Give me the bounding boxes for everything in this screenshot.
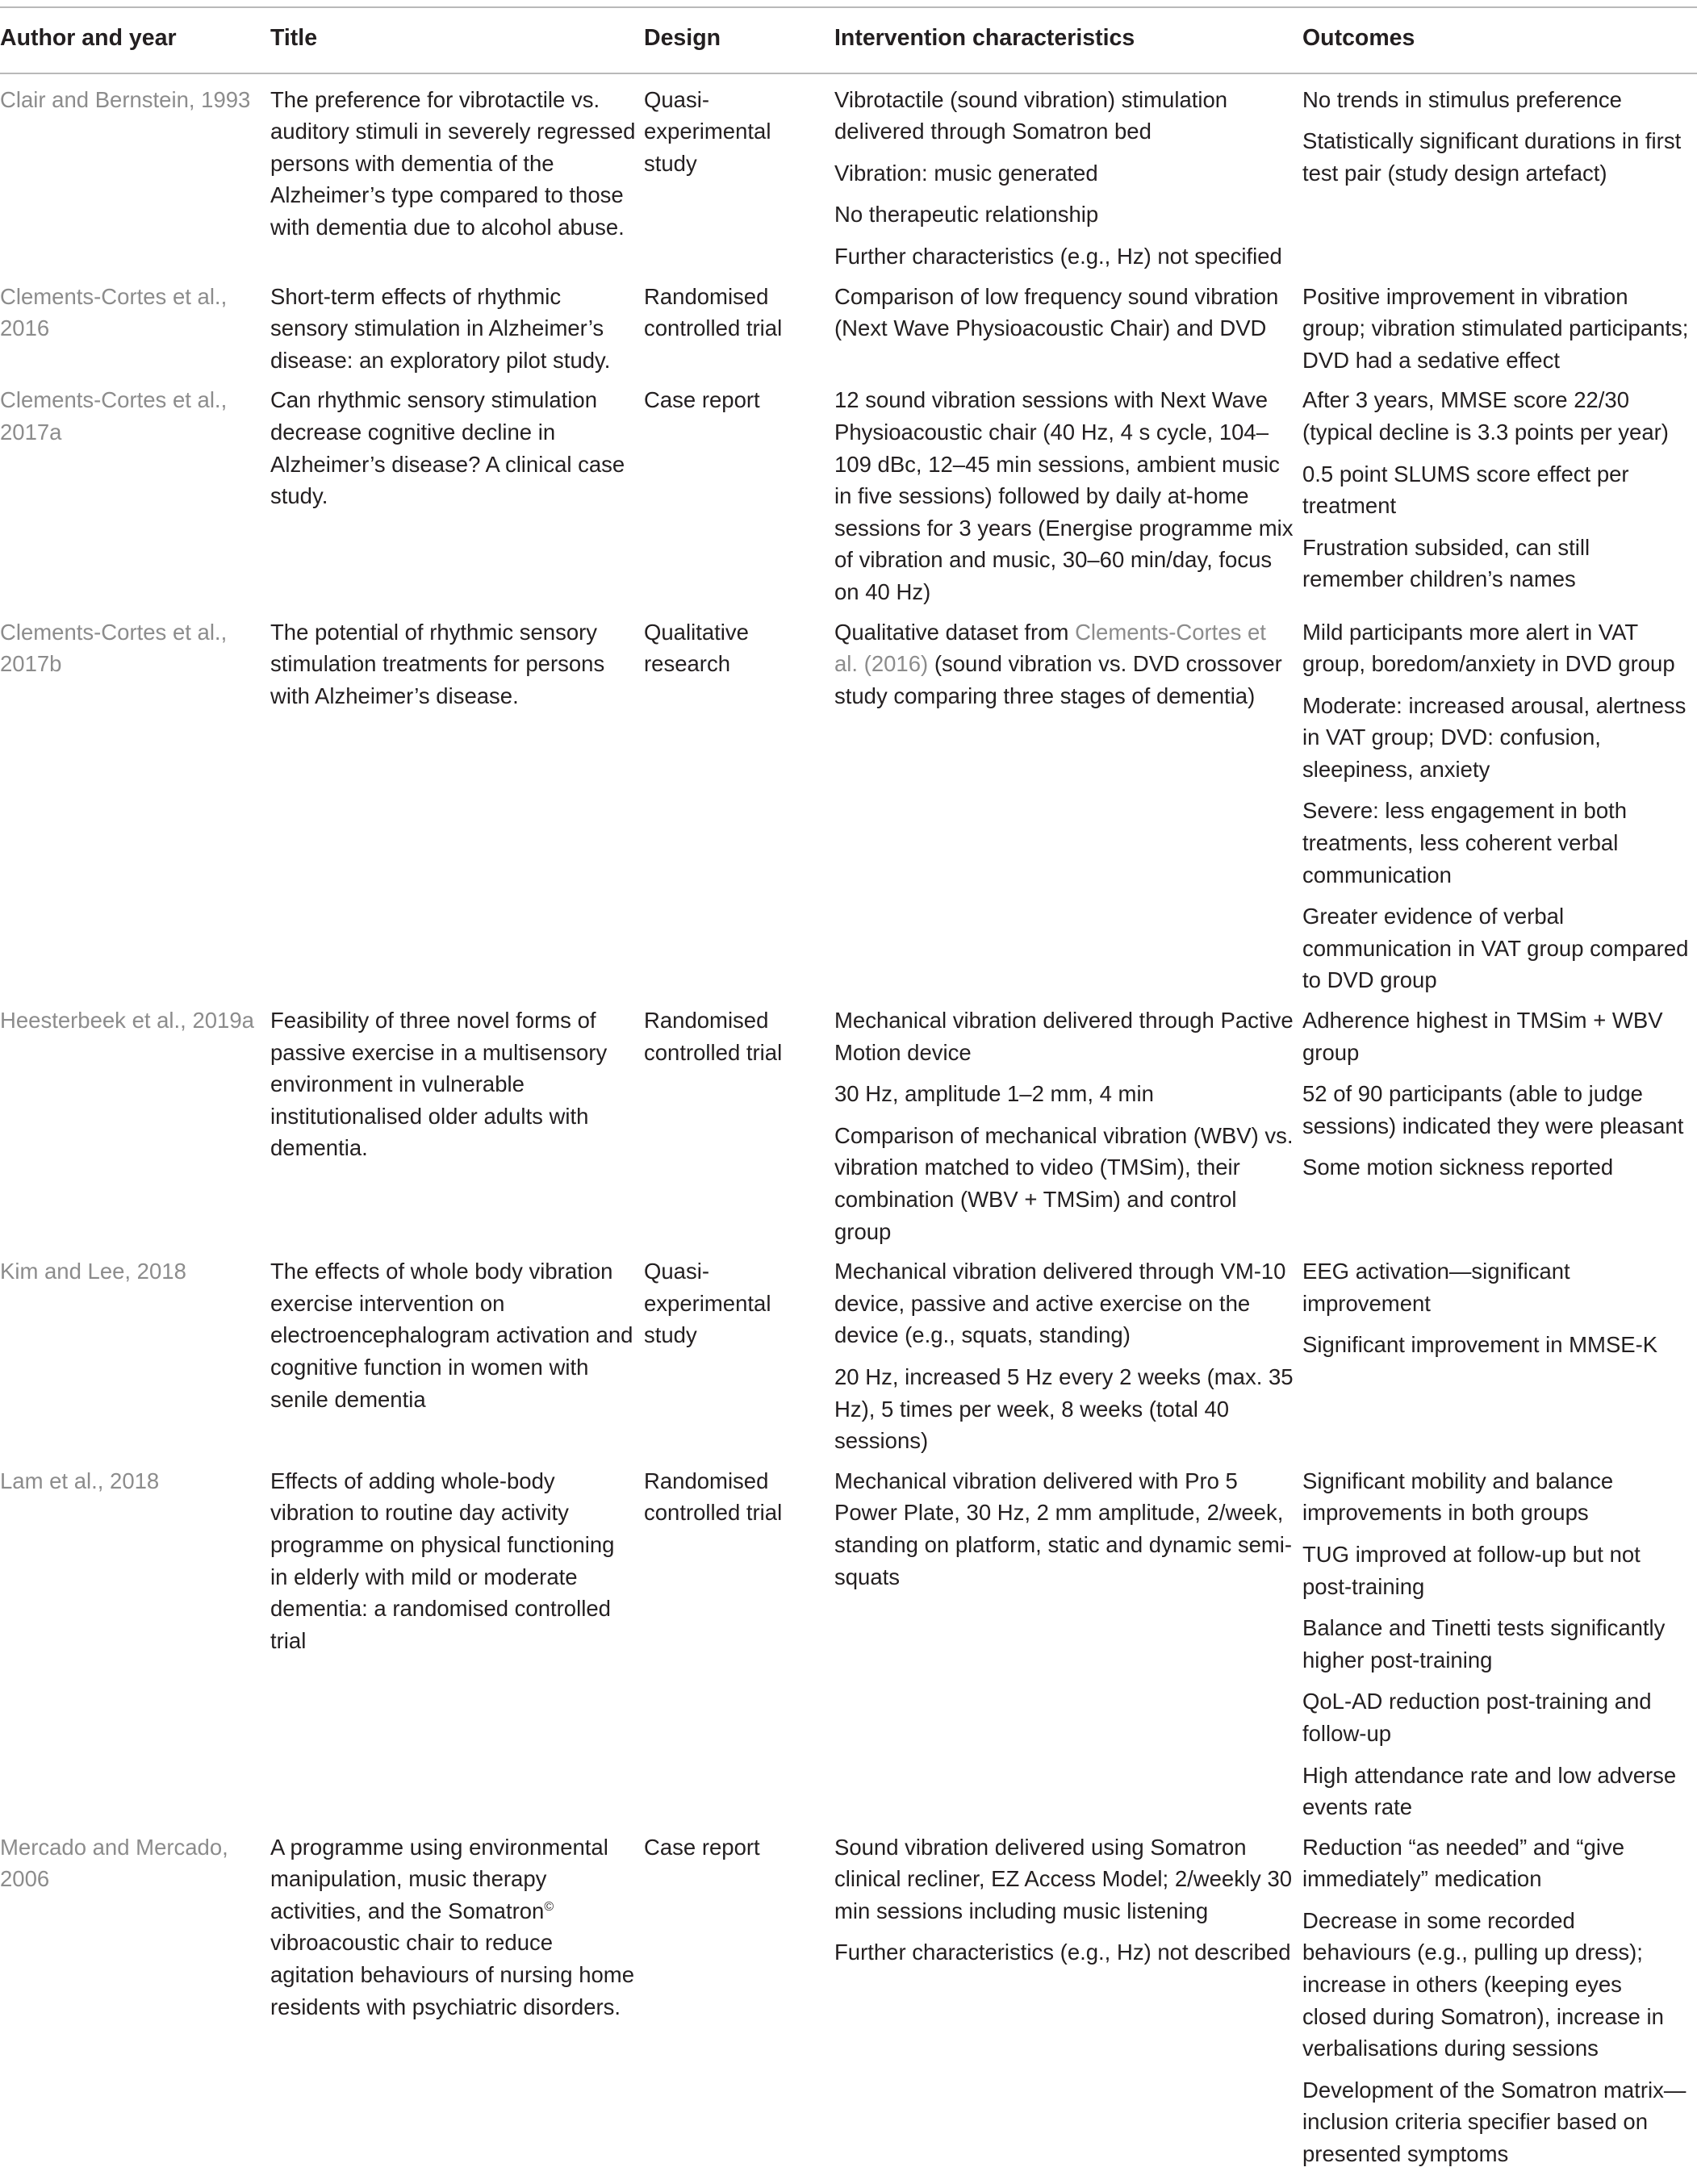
outcome-item: 52 of 90 participants (able to judge sessions) indicated they were pleasant [1302, 1081, 1684, 1138]
outcome-item: QoL-AD reduction post-training and follow-up [1302, 1689, 1652, 1746]
outcome-item: TUG improved at follow-up but not post-training [1302, 1541, 1641, 1599]
intervention-item: Sound vibration delivered using Somatron clinical recliner, EZ Access Model; 2/weekly 30 min sessions including music listening [834, 1834, 1293, 1923]
intervention-item: No therapeutic relationship [834, 202, 1099, 228]
outcomes-cell [1302, 278, 1697, 382]
intervention-cell [834, 381, 1302, 612]
design-cell: Randomised controlled trial [644, 1468, 783, 1526]
outcome-item: Greater evidence of verbal communication in VAT group compared to DVD group [1302, 904, 1689, 993]
design-cell: Randomised controlled trial [644, 283, 783, 341]
author-link[interactable]: Clair and Bernstein, 1993 [0, 86, 251, 112]
outcomes-cell [1302, 381, 1697, 612]
outcome-item: Reduction “as needed” and “give immediately” medication [1302, 1834, 1625, 1892]
intervention-cell [834, 73, 1302, 278]
outcome-item: Frustration subsided, can still remember children’s names [1302, 534, 1590, 592]
table-row [0, 1462, 1697, 1828]
outcome-item: Development of the Somatron matrix—inclusion criteria specifier based on presented symptoms [1302, 2077, 1687, 2167]
intervention-item: 12 sound vibration sessions with Next Wave Physioacoustic chair (40 Hz, 4 s cycle, 104–109 dBc, 12–45 min sessions, ambient music in five sessions) followed by daily at-home sessions for 3 years (Energise programme mix of vibration and music, 30–60 min/day, focus on 40 Hz) [834, 387, 1294, 604]
intervention-text-suffix: (sound vibration vs. DVD crossover study comparing three stages of dementia) [834, 651, 1282, 708]
author-cell [0, 381, 270, 612]
header-title: Title [270, 7, 644, 73]
author-cell [0, 1001, 270, 1252]
design-cell: Qualitative research [644, 619, 749, 677]
title-cell: Can rhythmic sensory stimulation decrease cognitive decline in Alzheimer’s disease? A clinical case study. [270, 387, 625, 509]
title-cell: The effects of whole body vibration exercise intervention on electroencephalogram activation and cognitive function in women with senile dementia [270, 1259, 633, 1412]
author-link[interactable]: Clements-Cortes et al., 2016 [0, 283, 228, 341]
table-row [0, 73, 1697, 278]
studies-table [0, 6, 1697, 2175]
header-intervention: Intervention characteristics [834, 7, 1302, 73]
intervention-cell [834, 278, 1302, 382]
intervention-item [834, 616, 1294, 712]
design-cell: Case report [644, 387, 760, 413]
intervention-cell [834, 1828, 1302, 2175]
intervention-cell [834, 1252, 1302, 1462]
outcomes-cell [1302, 1001, 1697, 1252]
title-cell: The potential of rhythmic sensory stimulation treatments for persons with Alzheimer’s disease. [270, 619, 605, 708]
author-link[interactable]: Lam et al., 2018 [0, 1468, 160, 1493]
title-text-after: vibroacoustic chair to reduce agitation behaviours of nursing home residents with psychiatric disorders. [270, 1930, 634, 2019]
intervention-item: Vibrotactile (sound vibration) stimulation delivered through Somatron bed [834, 86, 1228, 144]
outcome-item: Positive improvement in vibration group; vibration stimulated participants; DVD had a sedative effect [1302, 283, 1689, 373]
table-row [0, 613, 1697, 1002]
table-row [0, 1828, 1697, 2175]
title-cell: Short-term effects of rhythmic sensory stimulation in Alzheimer’s disease: an exploratory pilot study. [270, 283, 611, 373]
outcome-item: Mild participants more alert in VAT group, boredom/anxiety in DVD group [1302, 619, 1675, 677]
design-cell: Quasi-experimental study [644, 86, 771, 176]
intervention-item: Mechanical vibration delivered with Pro 5 Power Plate, 30 Hz, 2 mm amplitude, 2/week, standing on platform, static and dynamic semi-squats [834, 1468, 1293, 1589]
title-cell: Effects of adding whole-body vibration to routine day activity programme on physical functioning in elderly with mild or moderate dementia: a randomised controlled trial [270, 1468, 615, 1653]
author-link[interactable]: Clements-Cortes et al., 2017b [0, 619, 228, 677]
intervention-text-prefix: Qualitative dataset from [834, 619, 1076, 645]
intervention-item: 30 Hz, amplitude 1–2 mm, 4 min [834, 1081, 1154, 1107]
intervention-cell [834, 1462, 1302, 1828]
table-row [0, 278, 1697, 382]
outcome-item: Some motion sickness reported [1302, 1155, 1614, 1180]
title-cell: Feasibility of three novel forms of passive exercise in a multisensory environment in vulnerable institutionalised older adults with dementia. [270, 1008, 608, 1161]
outcomes-cell [1302, 73, 1697, 278]
outcome-item: 0.5 point SLUMS score effect per treatment [1302, 461, 1629, 519]
design-cell: Case report [644, 1834, 760, 1860]
outcome-item: After 3 years, MMSE score 22/30 (typical decline is 3.3 points per year) [1302, 387, 1669, 445]
table-header [0, 7, 1697, 73]
author-cell [0, 1462, 270, 1828]
author-cell [0, 278, 270, 382]
author-cell [0, 613, 270, 1002]
author-link[interactable]: Mercado and Mercado, 2006 [0, 1834, 228, 1892]
outcome-item: Adherence highest in TMSim + WBV group [1302, 1008, 1663, 1065]
author-cell [0, 73, 270, 278]
intervention-cell [834, 1001, 1302, 1252]
copyright-mark: © [544, 1899, 554, 1914]
design-cell: Quasi-experimental study [644, 1259, 771, 1348]
intervention-item: Vibration: music generated [834, 160, 1098, 186]
outcome-item: Statistically significant durations in first test pair (study design artefact) [1302, 128, 1682, 186]
intervention-item: 20 Hz, increased 5 Hz every 2 weeks (max. 35 Hz), 5 times per week, 8 weeks (total 40 sessions) [834, 1363, 1294, 1454]
design-cell: Randomised controlled trial [644, 1008, 783, 1065]
author-cell [0, 1828, 270, 2175]
outcomes-cell [1302, 1828, 1697, 2175]
outcomes-cell [1302, 1252, 1697, 1462]
header-design: Design [644, 7, 834, 73]
intervention-item: Mechanical vibration delivered through VM-10 device, passive and active exercise on the device (e.g., squats, standing) [834, 1259, 1286, 1348]
table-row [0, 1252, 1697, 1462]
table-body [0, 73, 1697, 2175]
header-outcomes: Outcomes [1302, 7, 1697, 73]
intervention-item: Further characteristics (e.g., Hz) not described [834, 1940, 1291, 1965]
header-author-year: Author and year [0, 7, 270, 73]
author-link[interactable]: Kim and Lee, 2018 [0, 1259, 186, 1284]
outcomes-cell [1302, 613, 1697, 1002]
outcome-item: No trends in stimulus preference [1302, 86, 1622, 112]
intervention-item: Comparison of mechanical vibration (WBV) vs. vibration matched to video (TMSim), their combination (WBV + TMSim) and control group [834, 1122, 1294, 1244]
outcome-item: Decrease in some recorded behaviours (e.g., pulling up dress); increase in others (keeping eyes closed during Somatron), increase in verbalisations during sessions [1302, 1907, 1664, 2061]
author-cell [0, 1252, 270, 1462]
title-text-before: A programme using environmental manipulation, music therapy activities, and the Somatron [270, 1834, 608, 1923]
table-row [0, 381, 1697, 612]
citation-link[interactable]: Clements-Cortes et al. (2016) [834, 619, 1266, 677]
title-cell: The preference for vibrotactile vs. auditory stimuli in severely regressed persons with dementia of the Alzheimer’s type compared to those with dementia due to alcohol abuse. [270, 86, 636, 240]
intervention-cell [834, 613, 1302, 1002]
author-link[interactable]: Heesterbeek et al., 2019a [0, 1008, 254, 1034]
table-row [0, 1001, 1697, 1252]
intervention-item: Mechanical vibration delivered through Pactive Motion device [834, 1008, 1294, 1065]
outcome-item: Balance and Tinetti tests significantly higher post-training [1302, 1615, 1666, 1672]
outcome-item: High attendance rate and low adverse events rate [1302, 1762, 1677, 1820]
intervention-item: Further characteristics (e.g., Hz) not specified [834, 243, 1282, 269]
outcome-item: Severe: less engagement in both treatments, less coherent verbal communication [1302, 798, 1628, 887]
header-row [0, 7, 1697, 73]
author-link[interactable]: Clements-Cortes et al., 2017a [0, 387, 228, 445]
outcome-item: Moderate: increased arousal, alertness in VAT group; DVD: confusion, sleepiness, anxiety [1302, 692, 1687, 782]
title-cell [270, 1828, 644, 2175]
outcomes-cell [1302, 1462, 1697, 1828]
outcome-item: Significant mobility and balance improvements in both groups [1302, 1468, 1614, 1526]
outcome-item: Significant improvement in MMSE-K [1302, 1332, 1658, 1358]
outcome-item: EEG activation—significant improvement [1302, 1259, 1570, 1316]
intervention-item: Comparison of low frequency sound vibration (Next Wave Physioacoustic Chair) and DVD [834, 283, 1279, 341]
